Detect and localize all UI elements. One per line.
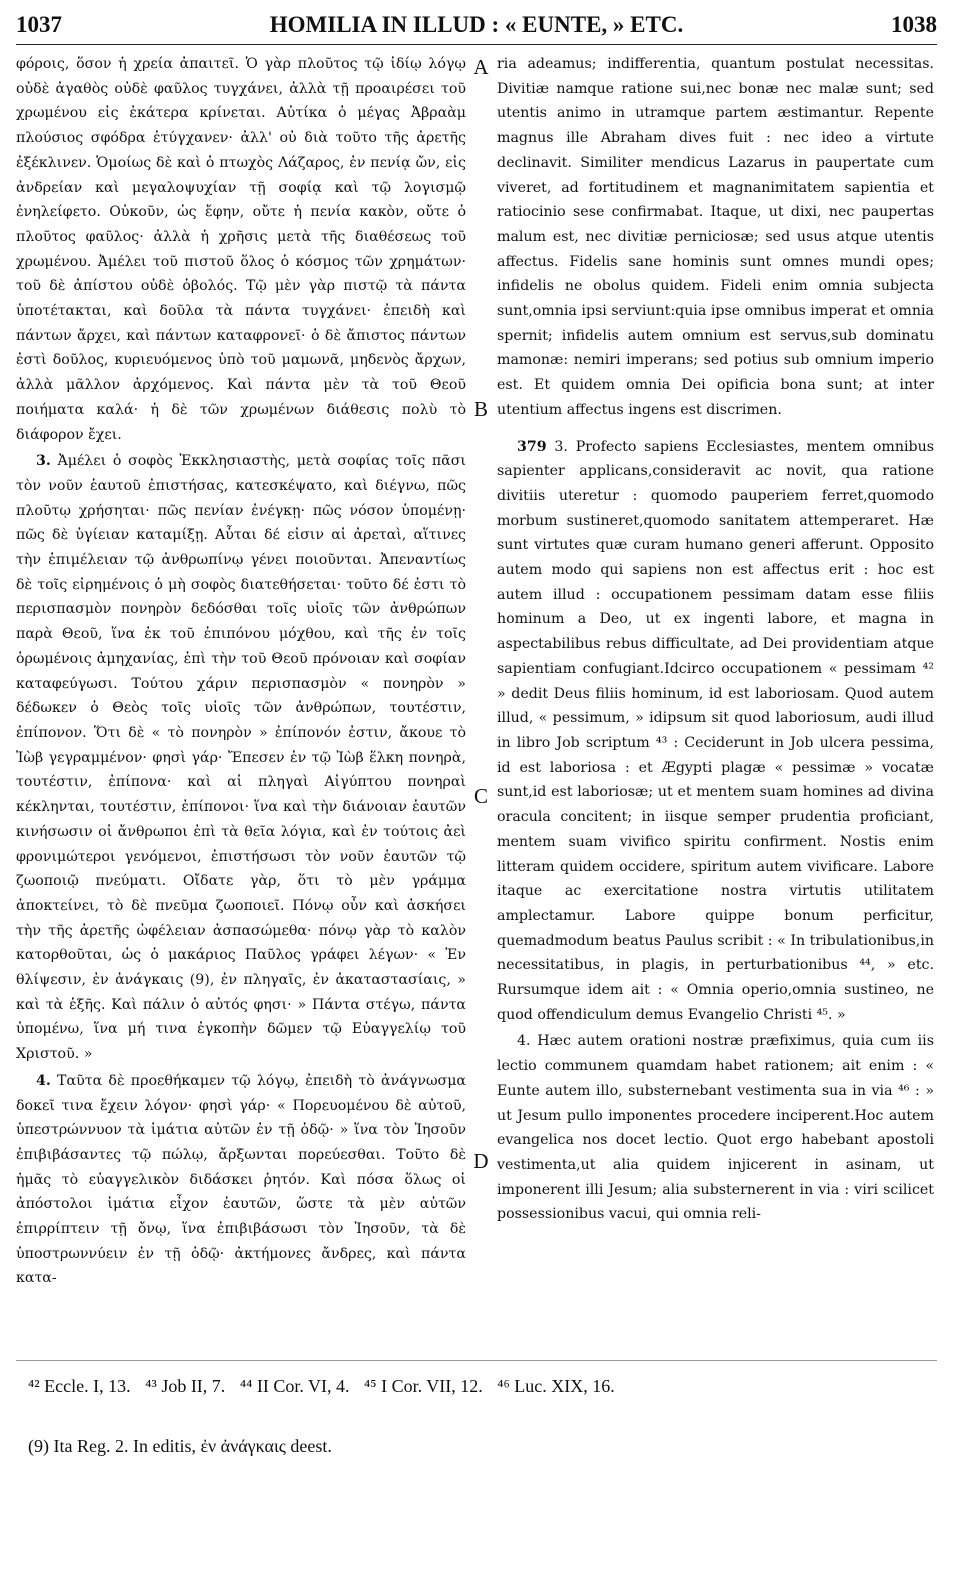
margin-letter-d: D: [473, 1149, 489, 1173]
section-number: 4.: [517, 1033, 531, 1050]
footnote-46: ⁴⁶ Luc. XIX, 16.: [497, 1376, 615, 1396]
variant-note: (9) Ita Reg. 2. In editis, ἐν ἀνάγκαις deest.: [28, 1436, 332, 1456]
footnote-42: ⁴² Eccle. I, 13.: [28, 1376, 131, 1396]
page-number-right: 1038: [891, 12, 937, 37]
footnote-43: ⁴³ Job II, 7.: [145, 1376, 226, 1396]
latin-paragraph-1: ria adeamus; indifferentia, quantum postulat necessitas. Divitiæ namque ratione sui,nec bonæ nec malæ sunt; sed utentis animo in utramque partem æstimantur. Repente magnus ille Abraham dives fuit : nec ideo a virtute declinavit. Similiter mendicus Lazarus in paupertate cum viveret, ad fortitudinem et magnanimitatem sapientia et ratiocinio sese confirmabat. Itaque, ut dixi, nec paupertas malum est, nec divitiæ perniciosæ; sed usus atque utentis affectus. Fidelis sane hominis sunt omnes mundi opes; infidelis ne obolus quidem. Fideli enim omnia subjecta sunt,omnia ipsi serviunt:quia ipse omnibus imperat et omnia spernit; infidelis autem omnium est servus,sub dominatu mamonæ: nemiri imperans; sed potius sub omnium imperio est. Et quidem omnia Dei opificia bona sunt; at inter utentium affectus ingens est discrimen.: [497, 56, 934, 418]
footnotes: [28, 1375, 937, 1397]
section-number: 4.: [36, 1072, 51, 1089]
latin-paragraph-3-text: Hæc autem orationi nostræ præfiximus, quia cum iis lectio communem quamdam habet rationem; ait enim : « Eunte autem illo, substernebant vestimenta sua in via ⁴⁶ : » ut Jesum pullo imponentes procedere inciperent.Hoc autem evangelica nos docet lectio. Quot ergo habebant apostoli vestimenta,ut alia quidem injicerent in asinam, ut imponerent illi Jesum; alia substernerent in via : viri scilicet possessionibus vacui, qui omnia reli-: [497, 1033, 934, 1223]
section-number: 3.: [546, 438, 568, 455]
latin-paragraph-2-text: Profecto sapiens Ecclesiastes, mentem omnibus sapienter applicans,consideravit ac novit, qua ratione divitiis uteretur : quomodo pauperiem ferret,quomodo morbum sustineret,quomodo sanitatem attemperaret. Hæ sunt virtutes quæ curam humano generi afferunt. Opposito autem modo qui sapiens non est affectus erit : hoc est autem illud : occupationem pessimam datam esse filiis hominum a Deo, ut ex ingenti labore, et magna in aspectabilibus rebus difficultate, ad Dei providentiam atque sapientiam confugiant.Idcirco occupationem « pessimam ⁴² » dedit Deus filiis hominum, id est laboriosam. Quod autem illud, « pessimum, » idipsum sit quod laboriosum, audi illud in libro Job scriptum ⁴³ : Ceciderunt in Job ulcera pessima, id est laboriosa : et Ægypti plagæ « pessimæ » vocatæ sunt,id est laboriosæ; ut et mentem suam homines ad divina oracula concitent; in iisque semper prudentia proficiant, mentem suam vivifico spiritu confirment. Nostis enim litteram quidem occidere, spiritum autem vivificare. Labore itaque ac exercitatione nostra virtutis utilitatem amplectamur. Labore quippe bonum perficitur, quemadmodum beatus Paulus scribit : « In tribulationibus,in necessitatibus, in plagis, in perturbationibus ⁴⁴, » etc. Rursumque idem ait : « Omnia operio,omnia sustineo, ne quod offendiculum demus Evangelio Christi ⁴⁵. »: [497, 438, 935, 1023]
margin-letter-a: A: [473, 55, 489, 79]
margin-letter-b: B: [473, 397, 488, 421]
footnote-rule: [16, 1360, 937, 1361]
footnote-45: ⁴⁵ I Cor. VII, 12.: [364, 1376, 483, 1396]
greek-paragraph-1: φόροις, ὅσον ἡ χρεία ἀπαιτεῖ. Ὁ γὰρ πλοῦτος τῷ ἰδίῳ λόγῳ οὐδὲ ἀγαθὸς οὐδὲ φαῦλος τυγχάνει, ἀλλὰ τῇ προαιρέσει τοῦ χρωμένου εἰς ἑκάτερα κρίνεται. Αὐτίκα ὁ μέγας Ἀβραὰμ πλούσιος σφόδρα ἐτύγχανεν· ἀλλ' οὐ διὰ τοῦτο τῆς ἀρετῆς ἐξέκλινεν. Ὁμοίως δὲ καὶ ὁ πτωχὸς Λάζαρος, ἐν πενίᾳ ὤν, εἰς ἀνδρείαν καὶ μεγαλοψυχίαν τῇ σοφίᾳ καὶ τῷ λογισμῷ ἐνηλείφετο. Οὐκοῦν, ὡς ἔφην, οὔτε ἡ πενία κακὸν, οὔτε ὁ πλοῦτος φαῦλος· ἀλλὰ ἡ χρῆσις μετὰ τῆς διαθέσεως τοῦ χρωμένου. Ἀμέλει τοῦ πιστοῦ ὅλος ὁ κόσμος τῶν χρημάτων· τοῦ δὲ ἀπίστου οὐδὲ ὀβολός. Τῷ μὲν γὰρ πιστῷ τὰ πάντα ὑποτέτακται, καὶ δοῦλα τὰ πάντα τυγχάνει· ἐπειδὴ καὶ πάντων ἄρχει, καὶ πάντων καταφρονεῖ· ὁ δὲ ἄπιστος πάντων ἐστὶ δοῦλος, κυριευόμενος ὑπὸ τοῦ μαμωνᾶ, μηδενὸς ἄρχων, ἀλλὰ μᾶλλον ἀρχόμενος. Καὶ πάντα μὲν τὰ τοῦ Θεοῦ ποιήματα καλά· ἡ δὲ τῶν χρωμένων διάθεσις πολὺ τὸ διάφορον ἔχει.: [16, 56, 466, 443]
header-rule: [16, 44, 937, 45]
column-number: 379: [517, 438, 547, 455]
latin-paragraph-3: [497, 1029, 934, 1227]
margin-letter-c: C: [473, 784, 488, 808]
latin-paragraph-2: [497, 435, 934, 1028]
latin-column: [497, 52, 934, 1227]
greek-column: [16, 52, 466, 1291]
greek-paragraph-3-text: Ταῦτα δὲ προεθήκαμεν τῷ λόγῳ, ἐπειδὴ τὸ ἀνάγνωσμα δοκεῖ τινα ἔχειν λόγον· φησὶ γάρ· « Πορευομένου δὲ αὐτοῦ, ὑπεστρώννυον τὰ ἱμάτια αὐτῶν ἐν τῇ ὁδῷ· » ἵνα τὸν Ἰησοῦν ἐπιβιβάσαντες τῷ πώλῳ, ἄρξωνται πορεύεσθαι. Τοῦτο δὲ ἡμᾶς τὸ εὐαγγελικὸν διδάσκει ῥητόν. Καὶ πόσα ὅλως οἱ ἀπόστολοι ἱμάτια εἶχον ἑαυτῶν, ὥστε τὰ μὲν αὐτῶν ἐπιρρίπτειν τῇ ὄνῳ, ἵνα ἐπιβιβάσωσι τὸν Ἰησοῦν, τὰ δὲ ὑποστρωννύειν ἐν τῇ ὁδῷ· ἀκτήμονες ἄνδρες, καὶ πάντα κατα-: [16, 1072, 466, 1287]
page-number-left: 1037: [16, 12, 62, 37]
greek-paragraph-3: [16, 1069, 466, 1291]
greek-paragraph-2: [16, 449, 466, 1067]
running-header: [16, 12, 937, 40]
section-number: 3.: [36, 453, 51, 470]
running-title: HOMILIA IN ILLUD : « EUNTE, » ETC.: [269, 12, 684, 37]
greek-paragraph-2-text: Ἀμέλει ὁ σοφὸς Ἐκκλησιαστὴς, μετὰ σοφίας τοῖς πᾶσι τὸν νοῦν ἑαυτοῦ ἐπιστήσας, κατεσκέψατο, καὶ διέγνω, πῶς πλοῦτῳ χρήσηται· πῶς πενίαν ἐνέγκῃ· πῶς νόσον ὑπομένῃ· πῶς δὲ ὑγίειαν καταμίξῃ. Αὗται δέ εἰσιν αἱ ἀρεταὶ, αἵτινες τὴν ἐπιμέλειαν τῷ ἀνθρωπίνῳ γένει ποιοῦνται. Ἀπεναντίως δὲ τοῖς εἰρημένοις ὁ μὴ σοφὸς διατεθήσεται· τοῦτο δέ ἐστι τὸ περισπασμὸν πονηρὸν δεδόσθαι τοῖς υἱοῖς τῶν ἀνθρώπων παρὰ Θεοῦ, ἵνα ἐκ τοῦ ἐπιπόνου μόχθου, καὶ τῆς ἐν τοῖς ὁρωμένοις ἀμηχανίας, ἐπὶ τὴν τοῦ Θεοῦ πρόνοιαν καὶ σοφίαν καταφεύγωσι. Τούτου χάριν περισπασμὸν « πονηρὸν » δέδωκεν ὁ Θεὸς τοῖς υἱοῖς τῶν ἀνθρώπων, τουτέστιν, ἐπίπονον. Ὅτι δὲ « τὸ πονηρὸν » ἐπίπονόν ἐστιν, ἄκουε τὸ Ἰὼβ γεγραμμένον· φησὶ γάρ· Ἔπεσεν ἐν τῷ Ἰὼβ ἕλκη πονηρὰ, τουτέστιν, ἐπίπονα· καὶ αἱ πληγαὶ Αἰγύπτου πονηραὶ κέκληνται, τουτέστιν, ἐπίπονοι· ἵνα καὶ τὴν διάνοιαν ἑαυτῶν κινήσωσιν οἱ ἄνθρωποι ἐπὶ τὰ θεῖα λόγια, καὶ ἐν τούτοις ἀεὶ φρονιμώτεροι γενόμενοι, ἐπιστήσωσι τὸν νοῦν ἑαυτῶν τῷ ζωοποιῷ πνεύματι. Οἴδατε γὰρ, ὅτι τὸ μὲν γράμμα ἀποκτείνει, τὸ δὲ πνεῦμα ζωοποιεῖ. Πόνῳ οὖν καὶ ἀσκήσει τὴν τῆς ἀρετῆς ὠφέλειαν ἀσπασώμεθα· πόνῳ γὰρ τὸ καλὸν κατορθοῦται, ὡς ὁ μακάριος Παῦλος γράφει λέγων· « Ἐν θλίψεσιν, ἐν ἀνάγκαις (9), ἐν πληγαῖς, ἐν ἀκαταστασίαις, » καὶ τὰ ἑξῆς. Καὶ πάλιν ὁ αὐτός φησι· » Πάντα στέγω, πάντα ὑπομένω, ἵνα μή τινα ἐγκοπὴν δῶμεν τῷ Εὐαγγελίῳ τοῦ Χριστοῦ. »: [16, 453, 466, 1063]
footnote-44: ⁴⁴ II Cor. VI, 4.: [239, 1376, 350, 1396]
